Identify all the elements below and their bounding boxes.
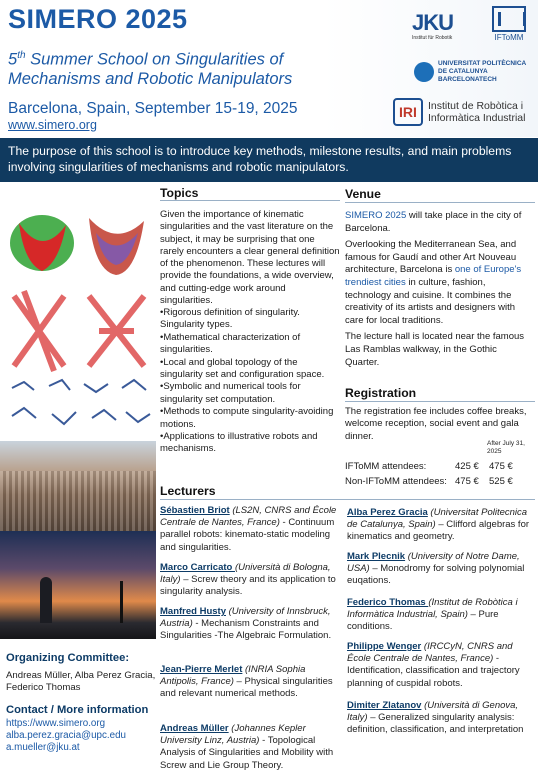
upc-logo-text: [438, 60, 526, 84]
contact-email-jku[interactable]: a.mueller@jku.at: [6, 742, 80, 753]
iri-logo: [393, 98, 536, 128]
venue-p2-a: Overlooking the Mediterranean Sea, and famous for Gaudí and other Art Nouveau architecture, Barcelona is: [345, 239, 517, 276]
lecturer-affiliation: (Universitat Politecnica de Catalunya, Spain): [347, 507, 528, 531]
robot-arm-poses: [12, 380, 150, 424]
fee-label: Non-IFToMM attendees:: [345, 476, 447, 487]
lecturer-name[interactable]: Alba Perez Gracia: [347, 507, 428, 518]
upc-line1: UNIVERSITAT POLITÈCNICA: [438, 60, 527, 67]
lecturer-entry: [347, 551, 535, 588]
organizing-committee-members: Andreas Müller, Alba Perez Gracia, Federico Thomas: [6, 670, 156, 694]
fee-early: 425 €: [455, 461, 479, 472]
lecturer-name[interactable]: Sébastien Briot: [160, 505, 230, 516]
lecturer-entry: [347, 597, 535, 634]
subtitle-ordinal: 5: [8, 50, 18, 69]
lecturer-affiliation: (University of Innsbruck, Austria): [160, 606, 331, 630]
jku-logo-caption: Institut für Robotik: [412, 35, 453, 41]
lecturer-affiliation: (IRCCyN, CNRS and École Centrale de Nantes, France): [347, 641, 513, 665]
header: [0, 0, 538, 137]
registration-divider: [345, 401, 535, 402]
iftomm-logo: [487, 6, 531, 48]
event-subtitle-line2: Mechanisms and Robotic Manipulators: [8, 70, 293, 88]
topic-item: • Methods to compute singularity-avoiding motions.: [160, 406, 340, 431]
contact-email-upc[interactable]: alba.perez.gracia@upc.edu: [6, 730, 126, 741]
topic-item: • Local and global topology of the singularity set and configuration space.: [160, 357, 340, 382]
lecturer-affiliation: (University of Notre Dame, USA): [347, 551, 520, 575]
lecturer-topic: - Topological Analysis of Singularities and Mobility with Screw and Lie Group Theory.: [160, 735, 334, 771]
topic-item: • Rigorous definition of singularity. Singularity types.: [160, 307, 340, 332]
lecturer-name[interactable]: Philippe Wenger: [347, 641, 422, 652]
fee-late: 475 €: [489, 461, 513, 472]
venue-text: [345, 210, 533, 373]
purpose-banner: The purpose of this school is to introduce key methods, milestone results, and main problems involving singularities of mechanisms and robotic manipulators.: [0, 138, 538, 182]
jku-logo: [412, 10, 474, 44]
lecturer-entry: [160, 723, 342, 772]
singularity-curves-left: [14, 291, 64, 371]
iri-logo-badge: IRI: [393, 98, 423, 126]
venue-divider: [345, 202, 535, 203]
iri-logo-text: [428, 100, 525, 124]
lecturer-entry: [160, 505, 342, 554]
jku-logo-mark: JKU: [412, 10, 454, 35]
lecturer-topic: - Mechanism Constraints and Singularities -The Algebraic Formulation.: [160, 618, 332, 642]
event-location-date: Barcelona, Spain, September 15-19, 2025: [8, 100, 298, 117]
lecturer-name[interactable]: Manfred Husty: [160, 606, 226, 617]
topic-item: • Mathematical characterization of singularities.: [160, 332, 340, 357]
lecturer-name[interactable]: Jean-Pierre Merlet: [160, 664, 243, 675]
topic-item: • Applications to illustrative robots and mechanisms.: [160, 431, 340, 456]
upc-line2: DE CATALUNYA: [438, 68, 488, 75]
singularity-curves-right: [89, 296, 144, 366]
upc-line3: BARCELONATECH: [438, 76, 497, 83]
venue-paragraph-3: The lecture hall is located near the famous Las Ramblas walkway, in the Gothic Quarter.: [345, 331, 525, 368]
fee-early: 475 €: [455, 476, 479, 487]
lecturer-affiliation: (INRIA Sophia Antipolis, France): [160, 664, 306, 688]
iftomm-logo-mark: [492, 6, 526, 32]
lecturer-entry: [160, 664, 342, 701]
lecturer-name[interactable]: Dimiter Zlatanov: [347, 700, 422, 711]
after-july-note: After July 31, 2025: [487, 440, 525, 455]
singularity-surface-images: [4, 203, 154, 283]
venue-paragraph-1: [345, 210, 533, 235]
registration-text: The registration fee includes coffee breaks, welcome reception, social event and gala dinner.: [345, 406, 527, 442]
singularity-set-plots: [4, 286, 154, 374]
venue-p1-rest: will take place in the city of Barcelona.: [345, 210, 522, 234]
registration-heading: Registration: [345, 386, 417, 400]
hotel-tower-silhouette: [40, 577, 52, 623]
lecturer-topic: – Screw theory and its application to singularity analysis.: [160, 574, 336, 598]
venue-p2-b: in culture, fashion, technology and cuisine. It combines the creativity of its artists and designers with care for local traditions.: [345, 276, 516, 326]
lecturer-topic: - Continuum parallel robots: kinemato-static modeling and singularities.: [160, 517, 335, 553]
organizing-committee-heading: Organizing Committee:: [6, 652, 130, 664]
subtitle-ordinal-suffix: th: [17, 50, 26, 61]
topic-item: • Symbolic and numerical tools for singularity set computation.: [160, 381, 340, 406]
lecturer-affiliation: (Università di Genova, Italy): [347, 700, 519, 724]
lecturer-affiliation: (Institut de Robòtica i Informàtica Industrial, Spain): [347, 597, 518, 621]
subtitle-text-1: Summer School on Singularities of: [30, 50, 284, 69]
topics-intro: Given the importance of kinematic singularities and the vast literature on the subject, it may be surprising that one rarely encounters a clear general definition of the phenomenon. These lectures will provide the foundations, a wide overview, and cutting-edge work around singularities.: [160, 209, 340, 307]
iri-line2: Informàtica Industrial: [428, 112, 526, 124]
lecturers-heading: Lecturers: [160, 484, 216, 498]
iftomm-logo-caption: IFToMM: [494, 33, 524, 42]
lecturer-topic: – Generalized singularity analysis: definition, classification, and interpretation: [347, 712, 524, 736]
lecturer-entry: [160, 562, 342, 599]
event-title: SIMERO 2025: [8, 4, 188, 34]
lecturer-topic: – Monodromy for solving polynomial euqations.: [347, 563, 525, 587]
barcelona-beach-sunset-photo: [0, 531, 156, 639]
event-subtitle-line1: [8, 50, 283, 70]
contact-website-link[interactable]: https://www.simero.org: [6, 718, 106, 729]
topics-divider: [160, 200, 340, 201]
iri-line1: Institut de Robòtica i: [428, 100, 524, 112]
lecturer-affiliation: (LS2N, CNRS and École Centrale de Nantes, France): [160, 505, 337, 529]
lecturer-affiliation: (Johannes Kepler University Linz, Austria): [160, 723, 306, 747]
venue-paragraph-2: [345, 239, 533, 327]
event-url-link[interactable]: www.simero.org: [8, 118, 97, 132]
lecturer-topic: – Pure conditions.: [347, 609, 499, 633]
lecturer-name[interactable]: Andreas Müller: [160, 723, 229, 734]
upc-logo-mark: [414, 62, 434, 82]
lecturer-entry: [347, 507, 535, 544]
robot-configuration-sketches: [4, 376, 154, 438]
topics-heading: Topics: [160, 186, 199, 200]
upc-logo: [414, 60, 534, 88]
venue-simero-link[interactable]: SIMERO 2025: [345, 210, 407, 221]
lecturer-entry: [347, 700, 535, 737]
lecturer-topic: - Identification, classification and trajectory planning of cuspidal robots.: [347, 653, 520, 689]
venue-trendiest-link[interactable]: one of Europe's trendiest cities: [345, 264, 522, 288]
lecturers-divider: [160, 499, 535, 500]
venue-heading: Venue: [345, 187, 381, 201]
fee-late: 525 €: [489, 476, 513, 487]
lecturer-topic: – Physical singularities and relevant numerical methods.: [160, 676, 333, 700]
lecturer-entry: [160, 606, 342, 643]
barcelona-city-photo: [0, 441, 156, 531]
fee-label: IFToMM attendees:: [345, 461, 427, 472]
lecturer-name[interactable]: Mark Plecnik: [347, 551, 406, 562]
lecturer-name[interactable]: Marco Carricato: [160, 562, 235, 573]
contact-heading: Contact / More information: [6, 704, 149, 716]
lecturer-affiliation: (Università di Bologna, Italy): [160, 562, 331, 586]
lecturer-topic: – Clifford algebras for kinematics and geometry.: [347, 519, 530, 543]
lecturer-entry: [347, 641, 535, 690]
palm-tree-silhouette: [120, 581, 123, 623]
topics-list: [160, 307, 340, 456]
lecturer-name[interactable]: Federico Thomas: [347, 597, 429, 608]
